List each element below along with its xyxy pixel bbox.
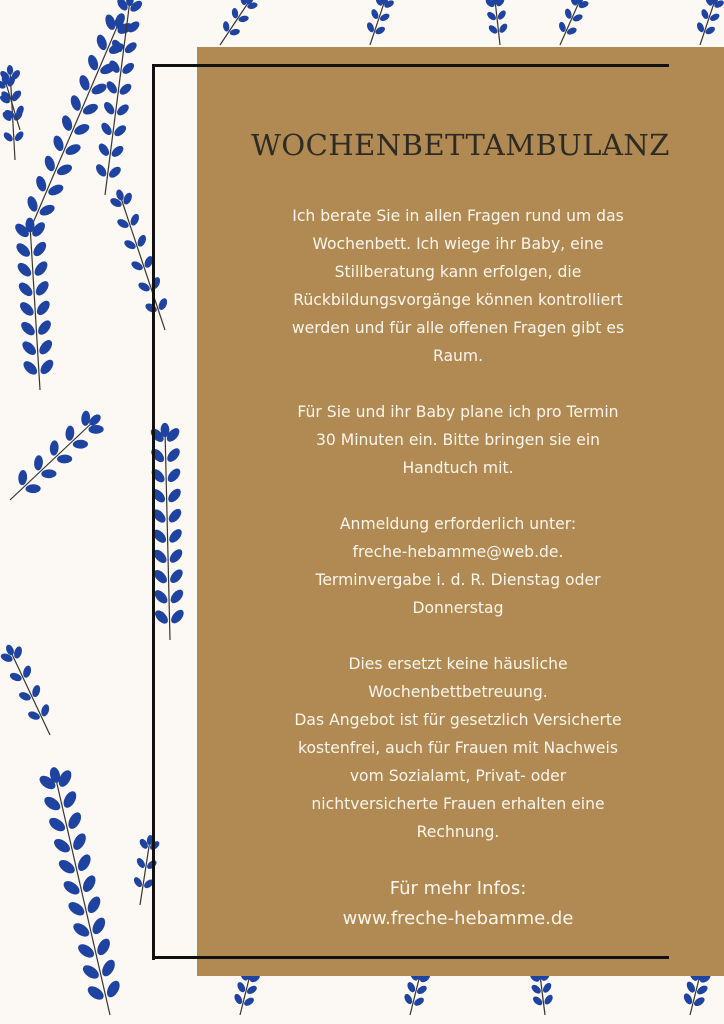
text-line: werden und für alle offenen Fragen gibt es bbox=[291, 319, 625, 337]
website-link[interactable]: www.freche-hebamme.de bbox=[342, 908, 574, 929]
text-line: Wochenbett. Ich wiege ihr Baby, eine bbox=[312, 235, 604, 253]
blue-leaf-branch-icon bbox=[0, 643, 51, 735]
text-line: Für Sie und ihr Baby plane ich pro Termin bbox=[297, 403, 619, 421]
text-line: Wochenbettbetreuung. bbox=[368, 683, 548, 701]
blue-leaf-branch-icon bbox=[37, 766, 122, 1015]
body-text bbox=[225, 202, 691, 962]
text-line: Donnerstag bbox=[412, 599, 504, 617]
blue-leaf-branch-icon bbox=[366, 0, 396, 45]
text-line: Stillberatung kann erfolgen, die bbox=[334, 263, 582, 281]
info-label: Für mehr Infos: bbox=[389, 878, 527, 899]
blue-leaf-branch-icon bbox=[94, 0, 144, 195]
text-line: kostenfrei, auch für Frauen mit Nachweis bbox=[298, 739, 618, 757]
text-line: Anmeldung erforderlich unter: bbox=[339, 515, 577, 533]
text-line: Rechnung. bbox=[416, 823, 500, 841]
blue-leaf-branch-icon bbox=[220, 0, 258, 45]
text-line: Handtuch mit. bbox=[402, 459, 514, 477]
text-line: nichtversicherte Frauen erhalten eine bbox=[311, 795, 605, 813]
frame-line-left bbox=[152, 64, 155, 960]
text-line: Raum. bbox=[432, 347, 484, 365]
contact-email[interactable]: freche-hebamme@web.de. bbox=[352, 543, 564, 561]
text-line: Dies ersetzt keine häusliche bbox=[348, 655, 568, 673]
blue-leaf-branch-icon bbox=[132, 835, 161, 905]
blue-leaf-branch-icon bbox=[13, 217, 56, 390]
paragraph-registration bbox=[225, 510, 691, 622]
paragraph-appointment bbox=[225, 398, 691, 482]
blue-leaf-branch-icon bbox=[109, 189, 169, 330]
blue-leaf-branch-icon bbox=[10, 410, 104, 500]
paragraph-service bbox=[225, 202, 691, 370]
text-line: Terminvergabe i. d. R. Dienstag oder bbox=[315, 571, 601, 589]
info-block bbox=[225, 874, 691, 934]
blue-leaf-branch-icon bbox=[528, 970, 554, 1015]
text-line: Rückbildungsvorgänge können kontrolliert bbox=[293, 291, 623, 309]
text-line: Ich berate Sie in allen Fragen rund um das bbox=[292, 207, 624, 225]
blue-leaf-branch-icon bbox=[696, 0, 724, 45]
text-line: Das Angebot ist für gesetzlich Versicherte bbox=[294, 711, 622, 729]
blue-leaf-branch-icon bbox=[558, 0, 590, 45]
page-title: WOCHENBETTAMBULANZ bbox=[251, 128, 670, 162]
text-line: 30 Minuten ein. Bitte bringen sie ein bbox=[315, 431, 601, 449]
paragraph-notice bbox=[225, 650, 691, 846]
text-line: vom Sozialamt, Privat- oder bbox=[349, 767, 567, 785]
frame-line-top bbox=[152, 64, 669, 67]
blue-leaf-branch-icon bbox=[484, 0, 509, 45]
